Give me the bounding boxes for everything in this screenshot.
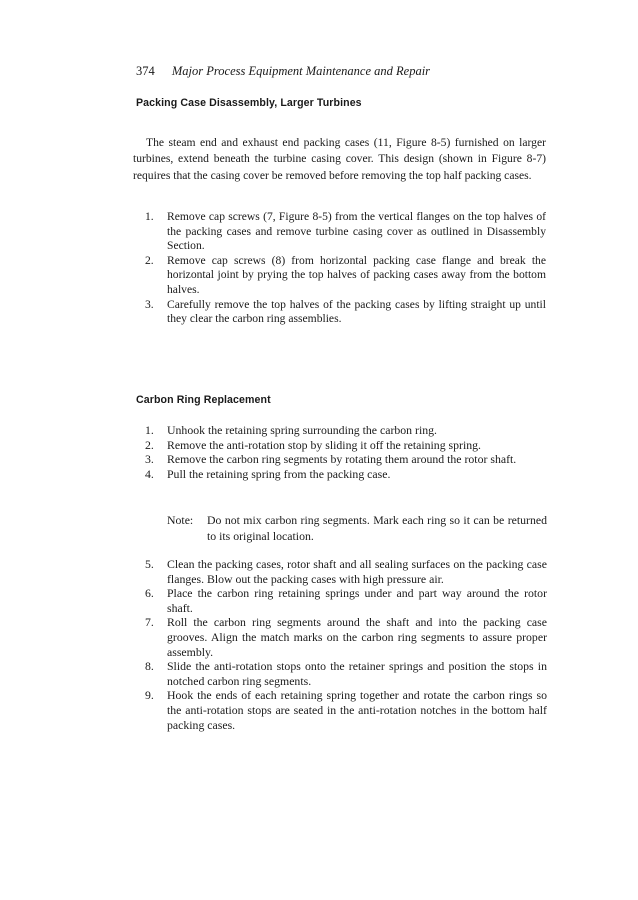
- step-number: 6.: [145, 586, 154, 601]
- step-text: Remove the anti-rotation stop by sliding it off the retaining spring.: [167, 437, 481, 452]
- list-item: [145, 210, 546, 254]
- step-text: Remove cap screws (7, Figure 8-5) from the vertical flanges on the top halves of the packing cases and remove turbine casing cover as outlined in Disassembly Section.: [167, 210, 546, 253]
- step-number: 7.: [145, 615, 154, 630]
- list-item: [145, 586, 547, 615]
- step-number: 2.: [145, 437, 154, 452]
- step-text: Pull the retaining spring from the packing case.: [167, 466, 391, 481]
- step-number: 3.: [145, 297, 154, 311]
- step-number: 2.: [145, 253, 154, 267]
- step-text: Place the carbon ring retaining springs under and part way around the rotor shaft.: [167, 586, 547, 615]
- list-item: [145, 438, 547, 453]
- list-item: [145, 254, 546, 298]
- step-number: 3.: [145, 452, 154, 467]
- step-number: 8.: [145, 659, 154, 674]
- section-heading-packing-case: Packing Case Disassembly, Larger Turbines: [136, 97, 362, 109]
- note-label: Note:: [167, 513, 194, 527]
- list-item: [145, 298, 546, 327]
- note-block: [167, 512, 547, 544]
- step-number: 1.: [145, 423, 154, 437]
- list-item: [145, 557, 547, 586]
- list-item: [145, 659, 547, 688]
- step-text: Hook the ends of each retaining spring together and rotate the carbon rings so the anti-rotation stops are seated in the anti-rotation notches in the bottom half packing cases.: [167, 688, 547, 732]
- step-number: 4.: [145, 466, 154, 481]
- book-title: Major Process Equipment Maintenance and Repair: [171, 64, 431, 78]
- step-text: Unhook the retaining spring surrounding the carbon ring.: [167, 423, 437, 437]
- carbon-ring-steps-b: [145, 557, 547, 732]
- section-heading-carbon-ring: Carbon Ring Replacement: [136, 394, 271, 406]
- list-item: [145, 615, 547, 659]
- step-number: 5.: [145, 557, 154, 571]
- list-item: [145, 467, 547, 482]
- step-text: Remove cap screws (8) from horizontal packing case flange and break the horizontal joint by prying the top halves of packing cases away from the bottom halves.: [167, 253, 546, 296]
- carbon-ring-steps-a: [145, 423, 547, 481]
- step-text: Remove the carbon ring segments by rotating them around the rotor shaft.: [167, 452, 517, 467]
- running-header: [136, 64, 430, 79]
- list-item: [145, 452, 547, 467]
- list-item: [145, 423, 547, 438]
- list-item: [145, 688, 547, 732]
- disassembly-steps: [145, 210, 546, 327]
- step-number: 9.: [145, 688, 154, 703]
- intro-paragraph: The steam end and exhaust end packing cases (11, Figure 8-5) furnished on larger turbines, extend beneath the turbine casing cover. This design (shown in Figure 8-7) requires that the casing cover be removed before removing the top half packing cases.: [133, 136, 546, 182]
- step-text: Carefully remove the top halves of the packing cases by lifting straight up until they clear the carbon ring assemblies.: [167, 297, 546, 326]
- step-text: Roll the carbon ring segments around the shaft and into the packing case grooves. Align the match marks on the carbon ring segments to assure proper assembly.: [167, 615, 547, 659]
- page-number: 374: [136, 64, 155, 78]
- note-text: Do not mix carbon ring segments. Mark each ring so it can be returned to its original location.: [207, 513, 547, 543]
- step-text: Clean the packing cases, rotor shaft and all sealing surfaces on the packing case flanges. Blow out the packing cases with high pressure air.: [167, 557, 547, 586]
- step-number: 1.: [145, 210, 154, 223]
- step-text: Slide the anti-rotation stops onto the retainer springs and position the stops in notched carbon ring segments.: [167, 659, 547, 688]
